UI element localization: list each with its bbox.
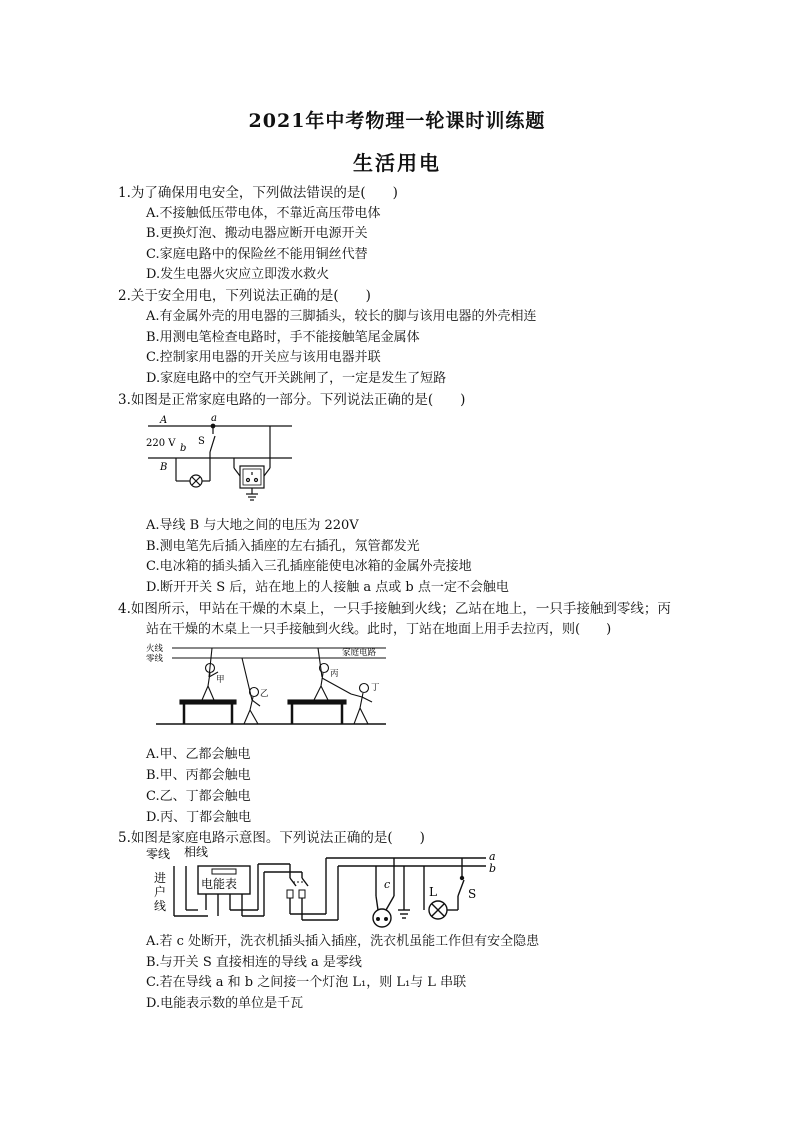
question-2-option-c: C.控制家用电器的开关应与该用电器并联 [146,350,381,365]
question-3-option-a: A.导线 B 与大地之间的电压为 220V [146,518,359,533]
neutral-wire-label: 零线 [146,847,171,861]
point-c-label: c [384,878,391,891]
question-4-option-b: B.甲、丙都会触电 [146,768,251,783]
question-4-option-d: D.丙、丁都会触电 [146,810,252,825]
question-3-circuit-figure [146,410,296,502]
question-4-stem-line1: 4.如图所示，甲站在干燥的木桌上，一只手接触到火线；乙站在地上，一只手接触到零线；丙 [118,601,671,617]
question-5-circuit-figure [146,844,506,928]
question-5-option-a: A.若 c 处断开，洗衣机插头插入插座，洗衣机虽能工作但有安全隐患 [146,934,540,949]
question-4-stem-line2: 站在干燥的木桌上一只手接触到火线。此时，丁站在地面上用手去拉丙，则( ) [146,622,612,637]
point-a-label: a [211,413,217,424]
question-4-option-c: C.乙、丁都会触电 [146,789,251,804]
page-subtitle: 生活用电 [353,151,441,175]
page-title: 2021年中考物理一轮课时训练题 [248,110,546,132]
person-ding-label: 丁 [371,683,380,693]
wire-b-label: b [489,862,497,875]
question-3-option-d: D.断开开关 S 后，站在地上的人接触 a 点或 b 点一定不会触电 [146,580,509,595]
question-1-option-d: D.发生电器火灾应立即泼水救火 [146,267,330,282]
person-bing-label: 丙 [330,669,339,679]
question-2-option-a: A.有金属外壳的用电器的三脚插头，较长的脚与该用电器的外壳相连 [146,309,537,324]
question-5-option-b: B.与开关 S 直接相连的导线 a 是零线 [146,955,362,970]
wire-a-label: a [489,850,496,863]
switch-s-label: S [468,887,477,901]
question-3-option-b: B.测电笔先后插入插座的左右插孔，氖管都发光 [146,539,420,554]
incoming-line-char-1: 进 [154,871,167,885]
energy-meter-label: 电能表 [201,877,238,891]
person-jia-label: 甲 [216,675,225,685]
question-2-option-b: B.用测电笔检查电路时，手不能接触笔尾金属体 [146,330,420,345]
question-4-people-figure [146,640,396,732]
switch-s-label: S [198,436,205,447]
question-2-stem: 2.关于安全用电，下列说法正确的是( ) [118,288,371,304]
question-3-option-c: C.电冰箱的插头插入三孔插座能使电冰箱的金属外壳接地 [146,559,472,574]
question-1-option-a: A.不接触低压带电体，不靠近高压带电体 [146,206,381,221]
wire-a-label: A [160,415,168,426]
voltage-label: 220 V [146,438,176,449]
lamp-l-label: L [429,885,437,899]
question-3-stem: 3.如图是正常家庭电路的一部分。下列说法正确的是( ) [118,392,466,408]
wire-b-label: B [160,462,168,473]
question-1-stem: 1.为了确保用电安全，下列做法错误的是( ) [118,185,398,201]
question-5-stem: 5.如图是家庭电路示意图。下列说法正确的是( ) [118,830,425,846]
incoming-line-char-2: 户 [154,885,167,899]
live-wire-label: 相线 [184,845,209,859]
live-wire-label: 火线 [146,644,164,654]
question-5-option-c: C.若在导线 a 和 b 之间接一个灯泡 L₁，则 L₁与 L 串联 [146,975,467,990]
neutral-wire-label: 零线 [146,654,164,664]
question-2-option-d: D.家庭电路中的空气开关跳闸了，一定是发生了短路 [146,371,447,386]
question-4-option-a: A.甲、乙都会触电 [146,747,251,762]
question-1-option-c: C.家庭电路中的保险丝不能用铜丝代替 [146,247,368,262]
question-5-option-d: D.电能表示数的单位是千瓦 [146,996,304,1011]
point-b-label: b [180,443,187,454]
incoming-line-char-3: 线 [154,899,167,913]
question-1-option-b: B.更换灯泡、搬动电器应断开电源开关 [146,226,368,241]
household-circuit-label: 家庭电路 [342,648,377,658]
person-yi-label: 乙 [260,689,269,699]
